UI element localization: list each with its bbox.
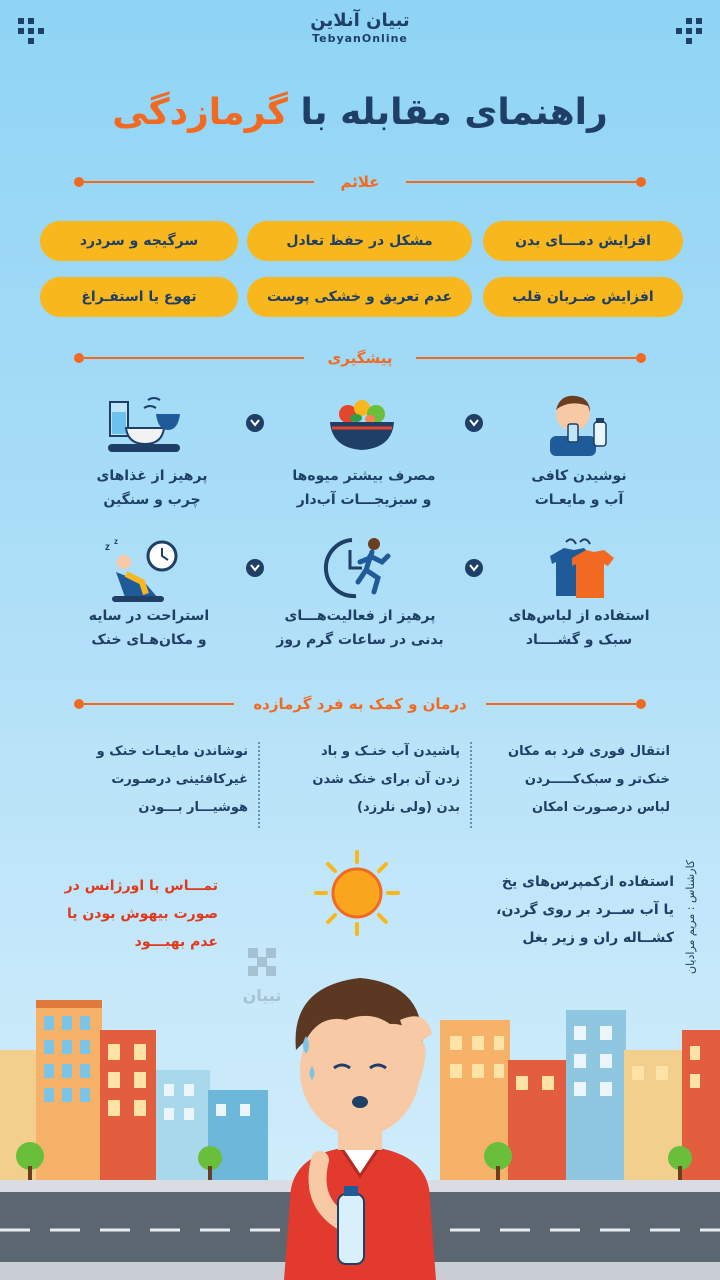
symptom-pill bbox=[483, 221, 683, 261]
resting-person-icon bbox=[106, 538, 186, 608]
treatment-item bbox=[480, 738, 670, 822]
emergency-line: صورت بیهوش بودن یا bbox=[66, 906, 218, 922]
ice-pack-line: یا آب ســرد بر روی گردن، bbox=[496, 902, 674, 918]
symptom-pill bbox=[483, 277, 683, 317]
prevention-item bbox=[274, 464, 454, 512]
symptom-pill bbox=[247, 277, 472, 317]
treatment-line: غیرکافئینی درصـورت bbox=[111, 772, 248, 787]
prevention-item bbox=[72, 464, 232, 512]
title-part-2: گرمازدگی bbox=[112, 92, 288, 133]
prevention-line: استفاده از لباس‌های bbox=[508, 608, 650, 624]
prevention-item bbox=[64, 604, 234, 652]
symptom-pill bbox=[40, 277, 238, 317]
symptoms-heading bbox=[0, 170, 720, 194]
treatment-line: خنک‌تر و سبک‌کـــــردن bbox=[524, 772, 670, 787]
symptom-pill bbox=[247, 221, 472, 261]
prevention-line: استراحت در سایه bbox=[88, 608, 210, 624]
ice-pack-line: کشــاله ران و زیر بغل bbox=[522, 930, 674, 946]
prevention-line: پرهیز از فعالیت‌هـــای bbox=[284, 608, 436, 624]
treatment-line: هوشیـــار بـــودن bbox=[138, 800, 248, 815]
heavy-food-icon bbox=[104, 392, 184, 462]
salad-bowl-icon bbox=[322, 388, 402, 458]
treatment-line: زدن آن برای خنک شدن bbox=[312, 772, 460, 787]
prevention-line: پرهیز از غذاهای bbox=[96, 468, 208, 484]
prevention-line: سبک و گشــــاد bbox=[525, 632, 633, 648]
svg-text:z: z bbox=[114, 537, 118, 546]
treatment-line: نوشاندن مایعـات خنک و bbox=[96, 744, 248, 759]
title-part-1: راهنمای مقابله با bbox=[300, 92, 608, 133]
prevention-line: نوشیدن کافی bbox=[531, 468, 627, 484]
chevron-down-icon bbox=[246, 559, 264, 577]
expert-credit: کارشناس : مریم مرادیان bbox=[684, 860, 697, 975]
prevention-line: مصرف بیشتر میوه‌ها bbox=[292, 468, 436, 484]
prevention-line: چرب و سنگین bbox=[103, 492, 201, 508]
chevron-down-icon bbox=[465, 559, 483, 577]
symptom-label: سرگیجه و سردرد bbox=[79, 233, 199, 249]
symptom-label: افزایش دمـــای بدن bbox=[515, 233, 651, 249]
drinking-water-icon bbox=[538, 388, 618, 458]
watermark-text: تبیان bbox=[242, 986, 282, 1005]
prevention-line: بدنی در ساعات گرم روز bbox=[276, 632, 444, 648]
chevron-down-icon bbox=[246, 414, 264, 432]
light-clothes-icon bbox=[542, 536, 622, 606]
symptoms-heading-label: علائم bbox=[340, 173, 380, 191]
symptom-label: تهوع یا استفـراغ bbox=[81, 289, 197, 305]
emergency-line: تمـــاس با اورژانس در bbox=[64, 878, 218, 894]
sweating-person-illustration bbox=[250, 950, 470, 1280]
chevron-down-icon bbox=[465, 414, 483, 432]
treatment-heading-label: درمان و کمک به فرد گرمازده bbox=[253, 695, 467, 713]
svg-text:z: z bbox=[105, 542, 110, 553]
brand-logo bbox=[0, 10, 720, 46]
ice-pack-line: استفاده ازکمپرس‌های یخ bbox=[501, 874, 674, 890]
page-title bbox=[0, 88, 720, 138]
prevention-heading-label: پیشگیری bbox=[327, 349, 393, 367]
emergency-line: عدم بهبـــود bbox=[134, 934, 218, 950]
prevention-line: آب و مایعـات bbox=[534, 492, 624, 508]
prevention-line: و مکان‌هـای خنک bbox=[91, 632, 207, 648]
symptom-pill bbox=[40, 221, 238, 261]
emergency-instruction bbox=[40, 872, 218, 956]
prevention-item bbox=[496, 604, 662, 652]
sun-icon bbox=[312, 848, 402, 938]
treatment-heading bbox=[0, 692, 720, 716]
treatment-item bbox=[272, 738, 460, 822]
prevention-heading bbox=[0, 346, 720, 370]
ice-pack-instruction bbox=[460, 868, 674, 952]
prevention-line: و سبزیجـــات آب‌دار bbox=[296, 492, 432, 508]
treatment-line: بدن (ولی نلرزد) bbox=[357, 800, 460, 815]
treatment-line: انتقال فوری فرد به مکان bbox=[508, 744, 670, 759]
logo-persian-text: تبیان آنلاین bbox=[310, 10, 410, 31]
symptom-label: افزایش ضـربان قلب bbox=[512, 289, 654, 305]
symptom-label: عدم تعریق و خشکی پوست bbox=[266, 289, 453, 305]
logo-english-text: TebyanOnline bbox=[312, 32, 408, 45]
treatment-line: پاشیدن آب خنـک و باد bbox=[320, 744, 460, 759]
running-clock-icon bbox=[322, 532, 402, 602]
treatment-item bbox=[30, 738, 248, 822]
prevention-item bbox=[260, 604, 460, 652]
column-divider bbox=[258, 742, 260, 828]
column-divider bbox=[470, 742, 472, 828]
treatment-line: لباس درصـورت امکان bbox=[532, 800, 670, 815]
symptom-label: مشکل در حفظ تعادل bbox=[286, 233, 433, 249]
prevention-item bbox=[496, 464, 662, 512]
